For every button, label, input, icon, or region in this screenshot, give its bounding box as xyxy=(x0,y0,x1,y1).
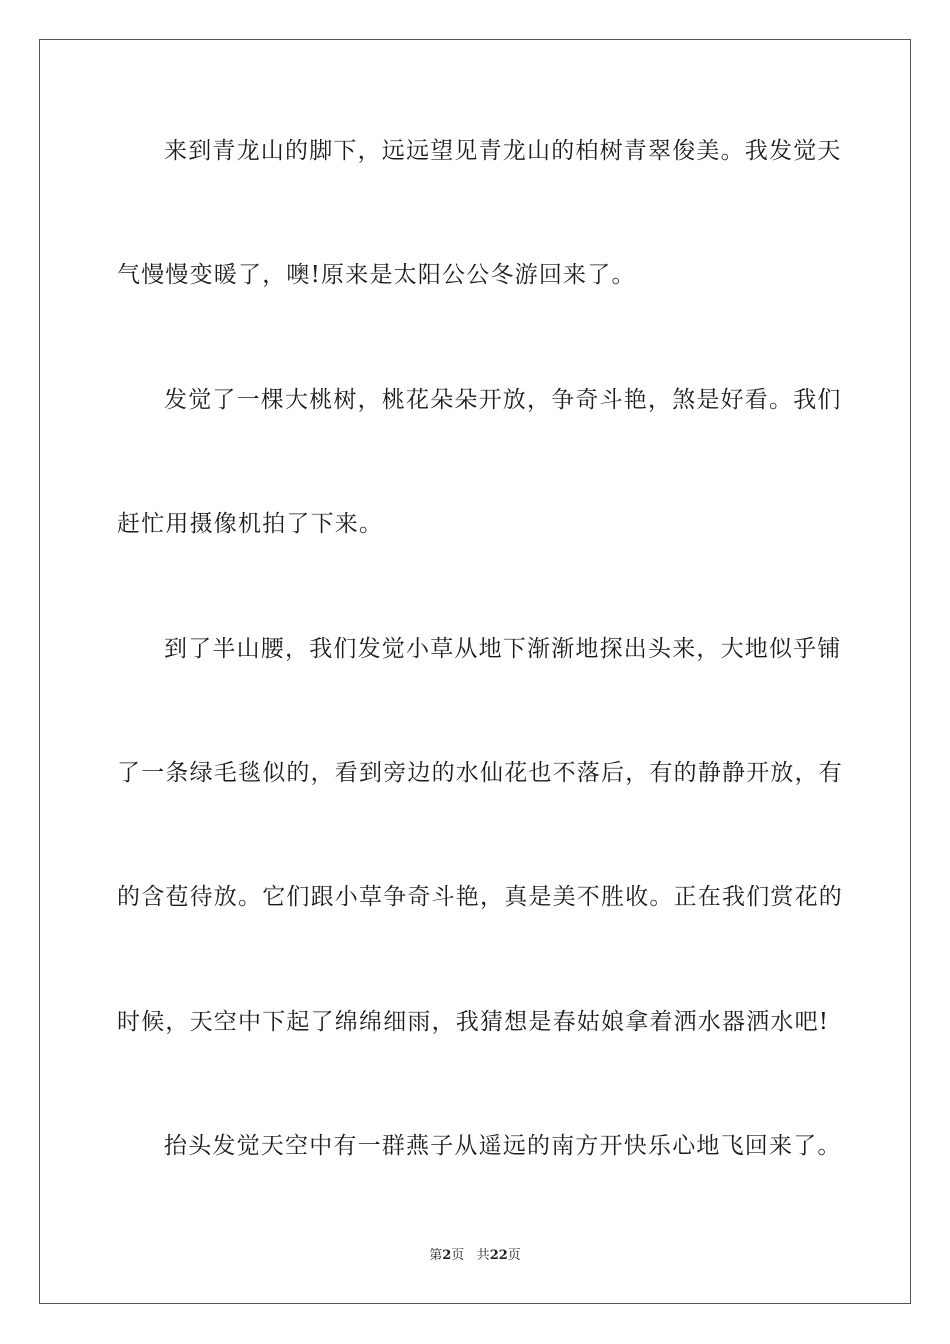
paragraph-3-line-3: 的含苞待放。它们跟小草争奇斗艳，真是美不胜收。正在我们赏花的 xyxy=(117,884,843,910)
total-suffix: 页 xyxy=(507,1248,521,1263)
paragraph-3-line-2: 了一条绿毛毯似的，看到旁边的水仙花也不落后，有的静静开放，有 xyxy=(117,760,843,786)
paragraph-3-line-4: 时候，天空中下起了绵绵细雨，我猜想是春姑娘拿着洒水器洒水吧! xyxy=(117,1009,830,1035)
page-number: 2 xyxy=(442,1248,452,1263)
page-footer xyxy=(0,1247,950,1265)
paragraph-2-line-1: 发觉了一棵大桃树，桃花朵朵开放，争奇斗艳，煞是好看。我们 xyxy=(164,387,842,413)
total-prefix: 共 xyxy=(476,1248,490,1263)
total-pages: 22 xyxy=(489,1248,508,1263)
page-frame xyxy=(39,39,911,1304)
paragraph-2-line-2: 赶忙用摄像机拍了下来。 xyxy=(117,511,384,537)
paragraph-3-line-1: 到了半山腰，我们发觉小草从地下渐渐地探出头来，大地似乎铺 xyxy=(164,636,842,662)
paragraph-1-line-1: 来到青龙山的脚下，远远望见青龙山的柏树青翠俊美。我发觉天 xyxy=(164,138,842,164)
page-suffix: 页 xyxy=(451,1248,465,1263)
page-prefix: 第 xyxy=(429,1248,443,1263)
paragraph-4-line-1: 抬头发觉天空中有一群燕子从遥远的南方开快乐心地飞回来了。 xyxy=(164,1133,842,1159)
paragraph-1-line-2: 气慢慢变暖了，噢!原来是太阳公公冬游回来了。 xyxy=(117,262,636,288)
